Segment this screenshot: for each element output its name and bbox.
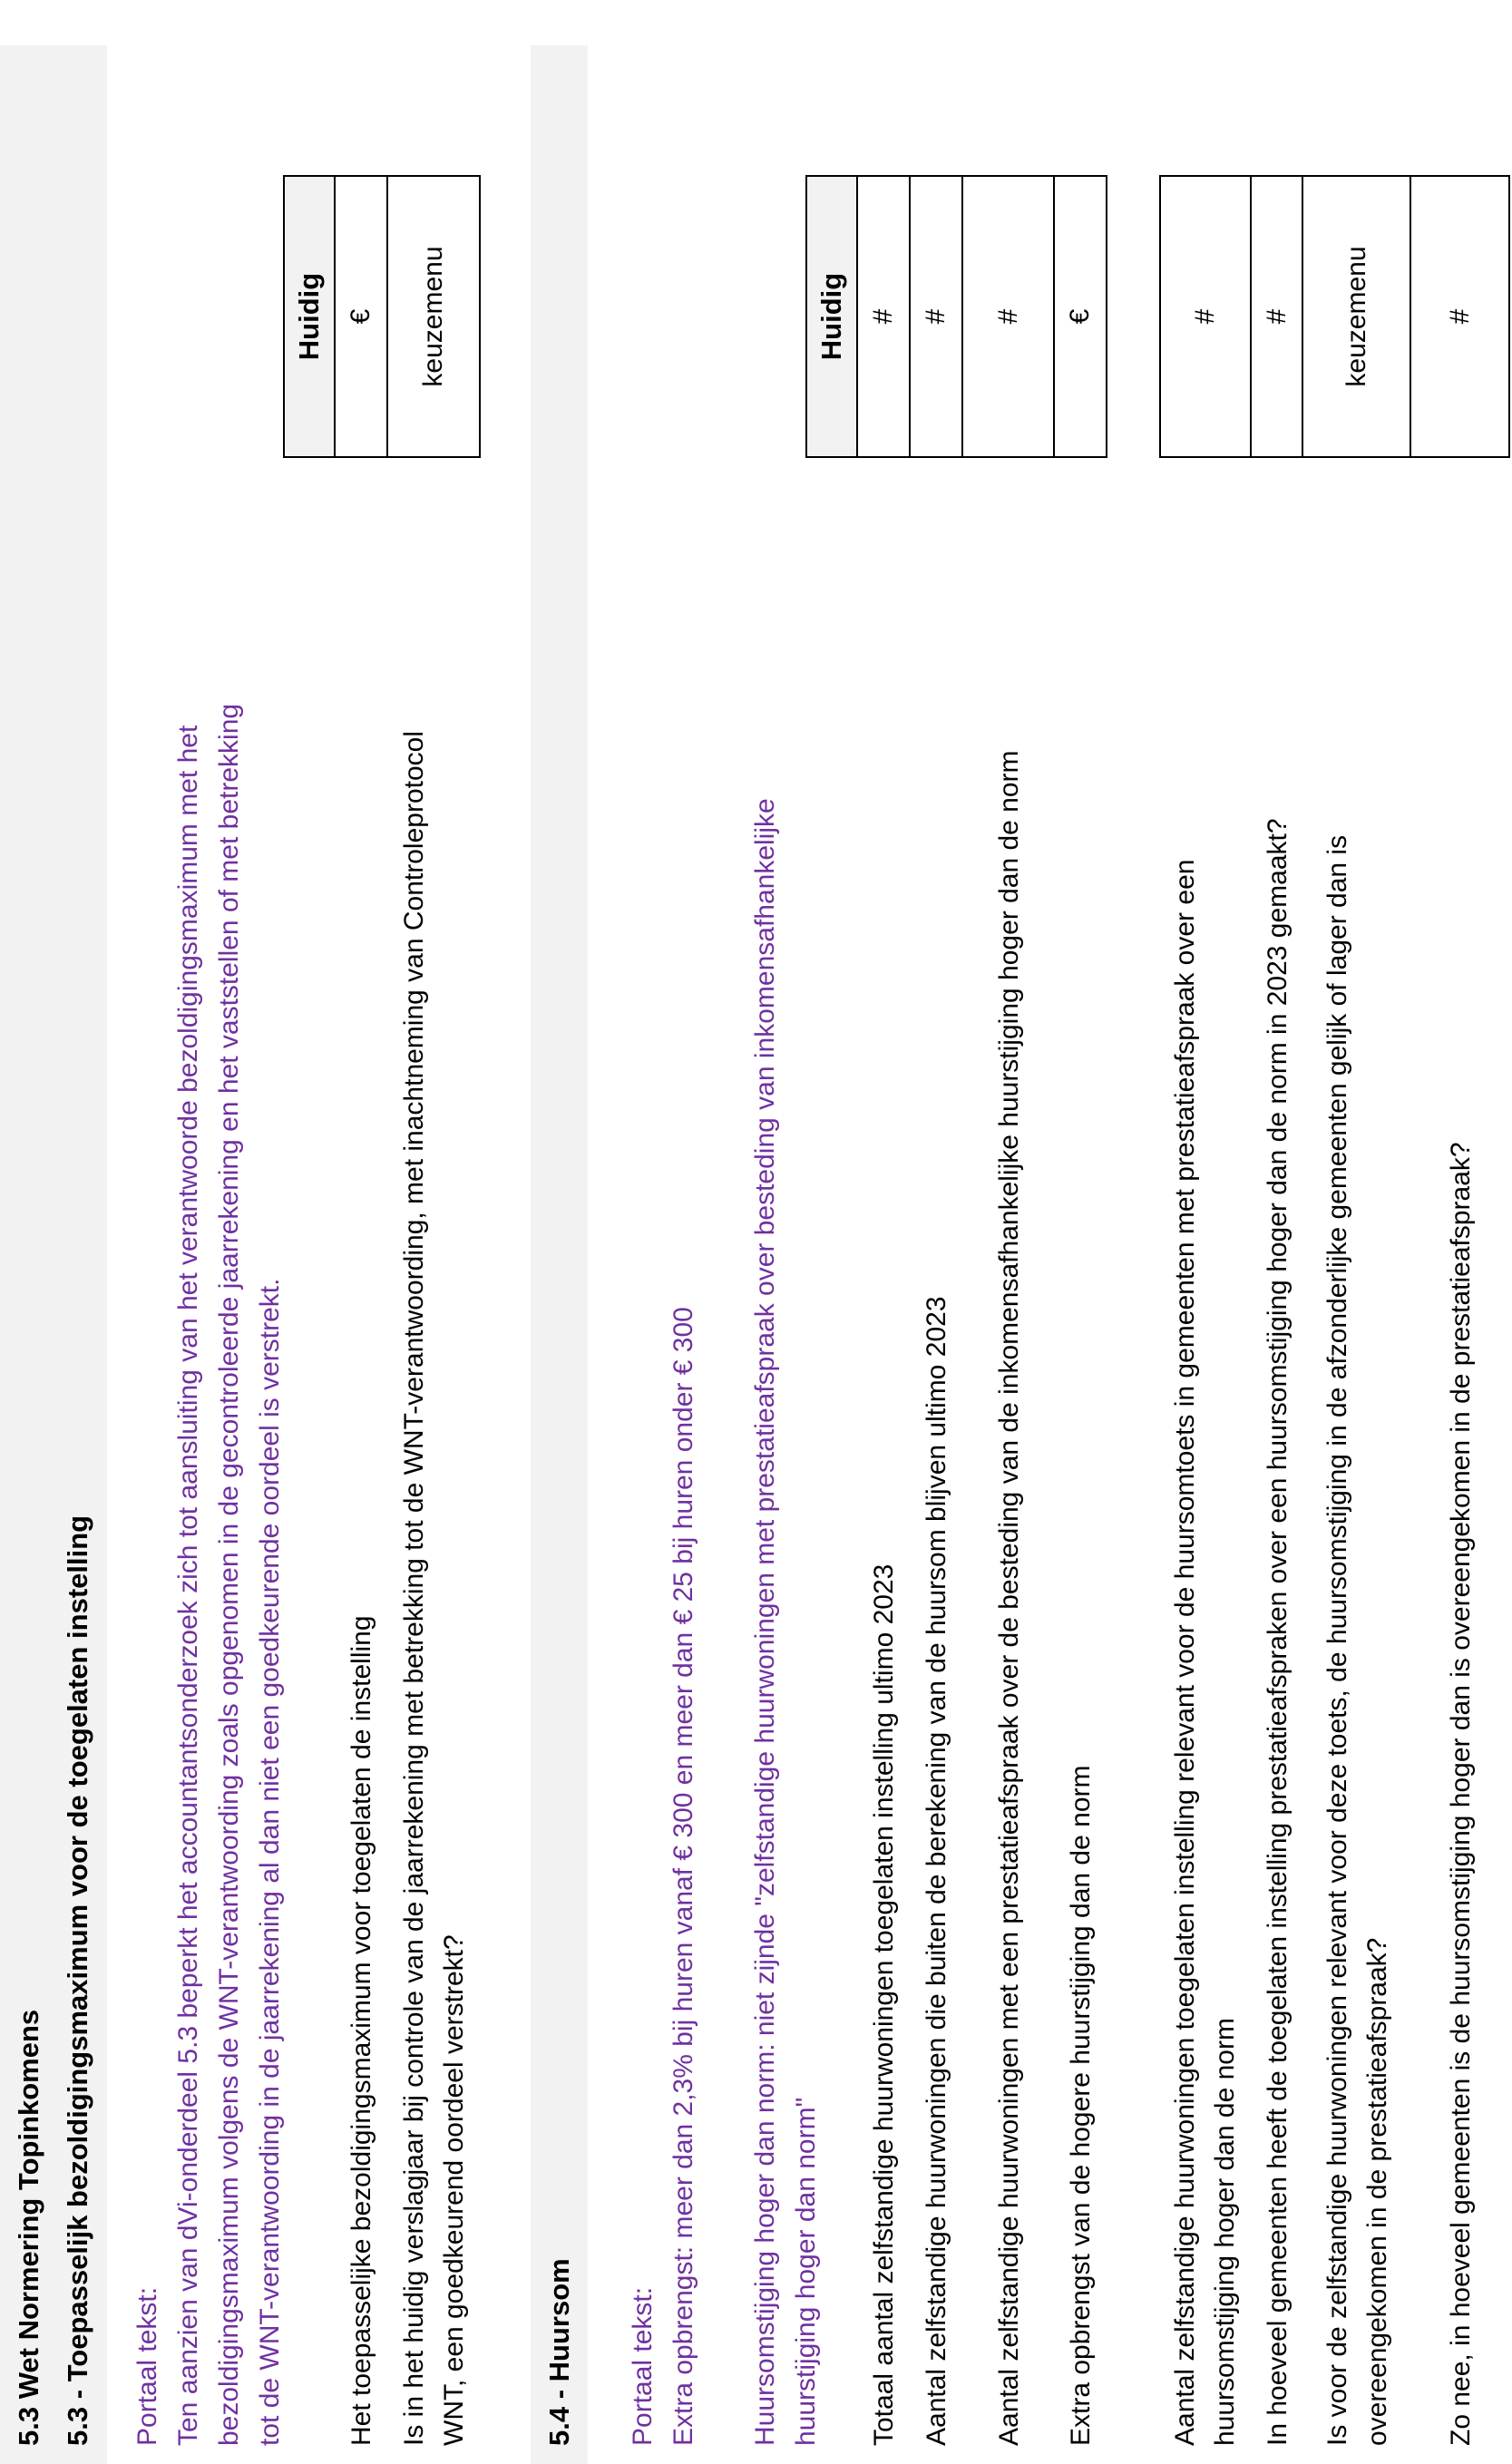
number-input-cell[interactable]: # <box>911 177 963 456</box>
question-row <box>1159 860 1252 2446</box>
number-input-cell[interactable]: # <box>1161 177 1252 456</box>
question-row <box>911 1296 963 2446</box>
number-input-cell[interactable]: # <box>1252 177 1303 456</box>
number-input-cell[interactable]: # <box>963 177 1055 456</box>
question-row <box>858 1564 911 2446</box>
question-row <box>1055 1766 1107 2446</box>
huidig-column-header: Huidig <box>807 177 858 456</box>
question-row <box>1411 1142 1510 2446</box>
section-5-4-portal-text <box>622 798 826 2446</box>
portal-text-spacer <box>704 798 745 2446</box>
portal-text-label: Portaal tekst: <box>628 2286 658 2446</box>
question-row <box>336 1615 388 2446</box>
question-text: overeengekomen in de prestatieafspraak? <box>1361 1937 1392 2446</box>
euro-input-cell[interactable]: € <box>336 177 388 456</box>
section-5-4-header-band <box>531 45 588 2464</box>
portal-text-line: Ten aanzien van dVi-onderdeel 5.3 beperkt het accountantsonderzoek zich tot aansluiting van het verantwoorde bezoldigingsmaximum met het <box>173 725 203 2446</box>
portal-text-line: Huursomstijging hoger dan norm: niet zijnde "zelfstandige huurwoningen met prestatieafspraak over besteding van inkomensafhankelijke <box>750 798 780 2446</box>
keuzemenu-dropdown-cell[interactable]: keuzemenu <box>388 177 479 456</box>
section-5-3-portal-text <box>127 704 290 2446</box>
question-text: Aantal zelfstandige huurwoningen met een prestatieafspraak over de besteding van de inkomensafhankelijke huurstijging hoger dan de norm <box>993 750 1024 2446</box>
section-5-4-title: 5.4 - Huursom <box>542 2258 575 2446</box>
section-5-4-value-table-lower <box>1159 175 1510 458</box>
question-text: Totaal aantal zelfstandige huurwoningen toegelaten instelling ultimo 2023 <box>869 1563 899 2446</box>
section-5-3-subtitle: 5.3 - Toepasselijk bezoldigingsmaximum voor de toegelaten instelling <box>62 1514 93 2446</box>
portal-text-line: bezoldigingsmaximum volgens de WNT-verantwoording zoals opgenomen in de gecontroleerde jaarrekening en het vaststellen of met betrekking <box>214 703 244 2446</box>
section-5-4-value-table-upper <box>805 175 1107 458</box>
portal-text-line: tot de WNT-verantwoording in de jaarrekening al dan niet een goedkeurende oordeel is verstrekt. <box>255 1278 285 2446</box>
question-row <box>963 750 1055 2446</box>
question-text: Is in het huidig verslagjaar bij controle van de jaarrekening met betrekking tot de WNT-verantwoording, met inachtneming van Controleprotocol <box>399 731 429 2446</box>
question-row <box>388 731 481 2446</box>
number-input-cell[interactable]: # <box>1411 177 1508 456</box>
portal-text-label: Portaal tekst: <box>132 2286 162 2446</box>
huidig-column-header: Huidig <box>285 177 336 456</box>
question-text: huursomstijging hoger dan de norm <box>1210 2018 1240 2446</box>
question-text: Aantal zelfstandige huurwoningen die buiten de berekening van de huursom blijven ultimo 2023 <box>922 1296 951 2446</box>
question-text: Zo nee, in hoeveel gemeenten is de huursomstijging hoger dan is overeengekomen in de prestatieafspraak? <box>1445 1142 1476 2446</box>
keuzemenu-dropdown-cell[interactable]: keuzemenu <box>1303 177 1411 456</box>
question-text: WNT, een goedkeurend oordeel verstrekt? <box>439 1934 469 2446</box>
question-row <box>1252 818 1303 2446</box>
question-text: Is voor de zelfstandige huurwoningen relevant voor deze toets, de huursomstijging in de afzonderlijke gemeenten gelijk of lager dan is <box>1322 834 1352 2446</box>
question-text: Het toepasselijke bezoldigingsmaximum voor toegelaten de instelling <box>346 1615 376 2446</box>
question-row <box>1303 835 1411 2446</box>
portal-text-line: huurstijging hoger dan norm" <box>791 2097 821 2446</box>
portal-text-line: Extra opbrengst: meer dan 2,3% bij huren vanaf € 300 en meer dan € 25 bij huren onder € 300 <box>668 1307 698 2446</box>
section-5-3-title: 5.3 Wet Normering Topinkomens <box>13 2009 44 2446</box>
euro-input-cell[interactable]: € <box>1055 177 1106 456</box>
section-5-3-header-band <box>0 45 107 2464</box>
question-text: Aantal zelfstandige huurwoningen toegelaten instelling relevant voor de huursomtoets in gemeenten met prestatieafspraak over een <box>1170 859 1200 2446</box>
question-text: Extra opbrengst van de hogere huurstijging dan de norm <box>1066 1765 1096 2446</box>
question-text: In hoeveel gemeenten heeft de toegelaten instelling prestatieafspraken over een huursomstijging hoger dan de norm in 2023 gemaakt? <box>1262 818 1293 2446</box>
section-5-3-value-table <box>283 175 481 458</box>
number-input-cell[interactable]: # <box>858 177 911 456</box>
